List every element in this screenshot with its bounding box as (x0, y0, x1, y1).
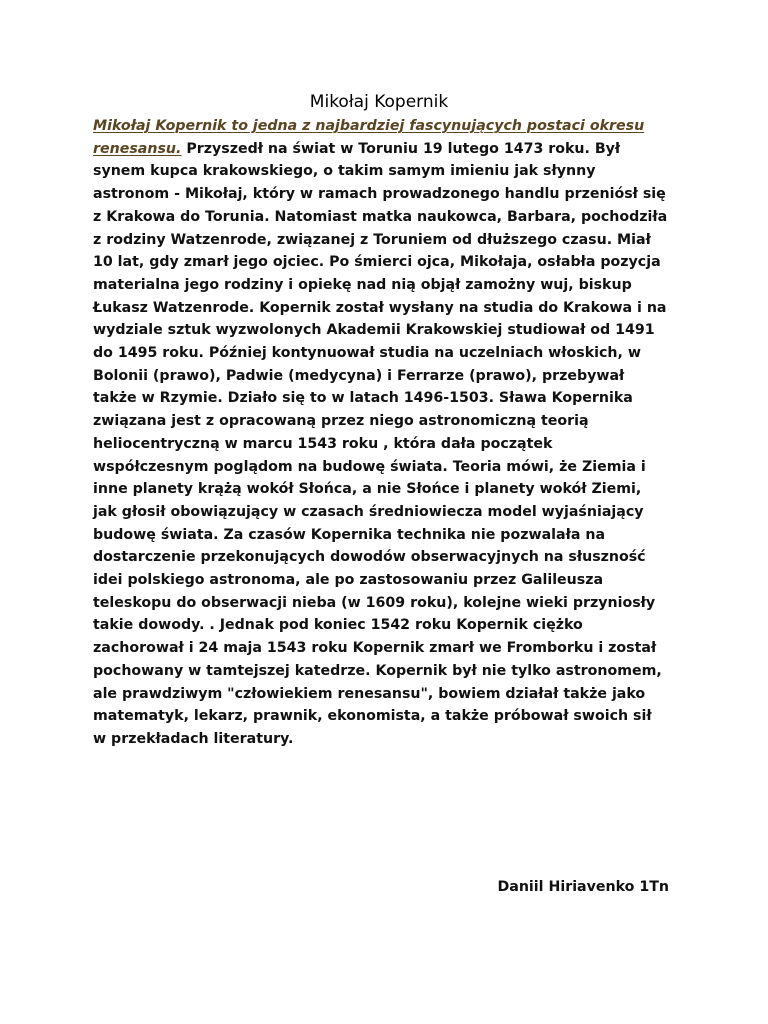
document-title: Mikołaj Kopernik (309, 92, 449, 112)
author-signature: Daniil Hiriavenko 1Tn (497, 879, 669, 895)
lead-in-sentence: Mikołaj Kopernik to jedna z najbardziej fascynujących postaci okresu renesansu. (93, 118, 645, 157)
body-paragraph (93, 115, 669, 751)
body-text: Przyszedł na świat w Toruniu 19 lutego 1473 roku. Był synem kupca krakowskiego, o takim samym imieniu jak słynny astronom - Mikołaj, który w ramach prowadzonego handlu przeniósł się z Krakowa do Torunia. Natomiast matka naukowca, Barbara, pochodziła z rodziny Watzenrode, związanej z Toruniem od dłuższego czasu. Miał 10 lat, gdy zmarł jego ojciec. Po śmierci ojca, Mikołaja, osłabła pozycja materialna jego rodziny i opiekę nad nią objął zamożny wuj, biskup Łukasz Watzenrode. Kopernik został wysłany na studia do Krakowa i na wydziale sztuk wyzwolonych Akademii Krakowskiej studiował od 1491 do 1495 roku. Później kontynuował studia na uczelniach włoskich, w Bolonii (prawo), Padwie (medycyna) i Ferrarze (prawo), przebywał także w Rzymie. Działo się to w latach 1496-1503. Sława Kopernika związana jest z opracowaną przez niego astronomiczną teorią heliocentryczną w marcu 1543 roku , która dała początek współczesnym poglądom na budowę świata. Teoria mówi, że Ziemia i inne planety krążą wokół Słońca, a nie Słońce i planety wokół Ziemi, jak głosił obowiązujący w czasach średniowiecza model wyjaśniający budowę świata. Za czasów Kopernika technika nie pozwalała na dostarczenie przekonujących dowodów obserwacyjnych na słuszność idei polskiego astronoma, ale po zastosowaniu przez Galileusza teleskopu do obserwacji nieba (w 1609 roku), kolejne wieki przyniosły takie dowody. . Jednak pod koniec 1542 roku Kopernik ciężko zachorował i 24 maja 1543 roku Kopernik zmarł we Fromborku i został pochowany w tamtejszej katedrze. Kopernik był nie tylko astronomem, ale prawdziwym "człowiekiem renesansu", bowiem działał także jako matematyk, lekarz, prawnik, ekonomista, a także próbował swoich sił w przekładach literatury. (93, 140, 668, 747)
